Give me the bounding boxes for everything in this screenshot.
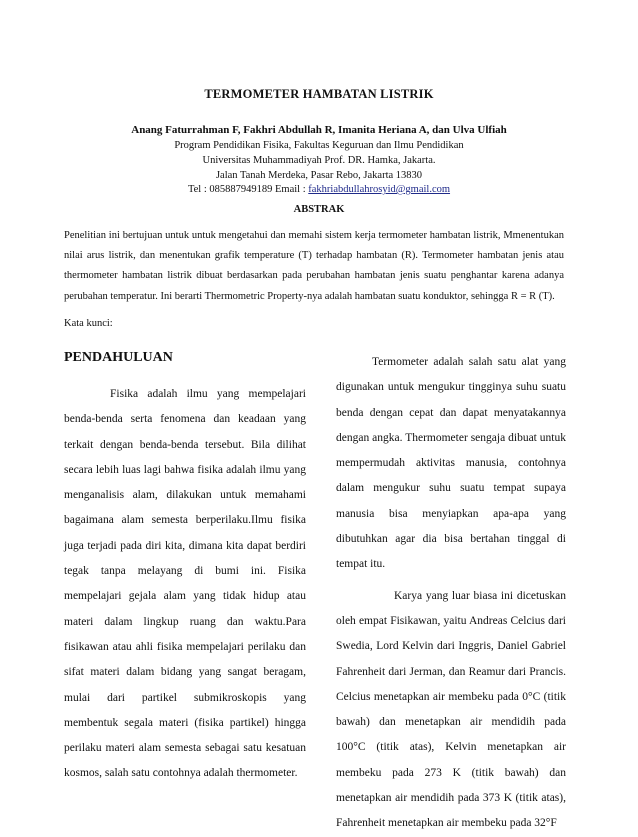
affiliation-line: Universitas Muhammadiyah Prof. DR. Hamka, Jakarta. [202,155,436,166]
intro-paragraph: Fisika adalah ilmu yang mempelajari benda-benda serta fenomena dan keadaan yang terkait dengan benda-benda tersebut. Bila dilihat secara lebih luas lagi bahwa fisika adalah ilmu yang menganalisis alam, dilakukan untuk memahami bagaimana alam semesta berperilaku.Ilmu fisika juga terjadi pada diri kita, dimana kita dapat berdiri tegak tanpa melayang di bumi ini. Fisika mempelajari gejala alam yang tidak hidup atau materi dalam lingkup ruang dan waktu.Para fisikawan atau ahli fisika mempelajari perilaku dan sifat materi dalam bidang yang sangat beragam, mulai dari partikel submikroskopis yang membentuk segala materi (fisika partikel) hingga perilaku materi alam semesta sebagai satu kesatuan kosmos, salah satu contohnya adalah thermometer. [64,388,306,780]
abstract-body: Penelitian ini bertujuan untuk untuk mengetahui dan memahi sistem kerja termometer hambatan listrik, Mmenentukan nilai arus listrik, dan menentukan grafik temperature (T) terhadap hambatan (R). Termometer hambatan jenis atau thermometer hambatan listrik dibuat berdasarkan pada perubahan hambatan jenis suatu penghantar karena adanya perubahan temperatur. Ini berarti Thermometric Property-nya adalah hambatan suatu konduktor, sehingga R = R (T). [64,230,564,302]
contact-line [0,184,638,195]
inventors-paragraph: Karya yang luar biasa ini dicetuskan oleh empat Fisikawan, yaitu Andreas Celcius dari Swedia, Lord Kelvin dari Inggris, Daniel Gabriel Fahrenheit dari Jerman, dan Reamur dari Prancis. Celcius menetapkan air membeku pada 0°C (titik bawah) dan menetapkan air mendidih pada 100°C (titik atas), Kelvin menetapkan air membeku pada 273 K (titik bawah) dan menetapkan air mendidih pada 373 K (titik atas), Fahrenheit menetapkan air membeku pada 32°F [336,589,566,830]
keywords-label: Kata kunci: [64,318,113,329]
email-link[interactable]: fakhriabdullahrosyid@gmail.com [308,184,451,195]
paper-title: TERMOMETER HAMBATAN LISTRIK [204,87,434,101]
affiliation-line: Jalan Tanah Merdeka, Pasar Rebo, Jakarta 13830 [215,170,423,181]
affiliation-line: Program Pendidikan Fisika, Fakultas Keguruan dan Ilmu Pendidikan [174,140,464,151]
section-heading: PENDAHULUAN [64,350,173,365]
right-column [336,350,566,837]
author-list: Anang Faturrahman F, Fakhri Abdullah R, Imanita Heriana A, dan Ulva Ulfiah [131,124,507,136]
contact-phone: Tel : 085887949189 Email : [187,184,309,195]
thermometer-paragraph: Termometer adalah salah satu alat yang digunakan untuk mengukur tingginya suhu suatu benda dengan cepat dan dapat menyatakannya dengan angka. Thermometer sengaja dibuat untuk mempermudah aktivitas manusia, contohnya dalam mengukur suhu suatu tempat supaya manusia bisa menyiapkan apa-apa yang dibutuhkan agar dia bisa bertahan tinggal di tempat itu. [336,356,566,571]
abstract-heading: ABSTRAK [293,204,345,215]
left-column [64,348,306,787]
